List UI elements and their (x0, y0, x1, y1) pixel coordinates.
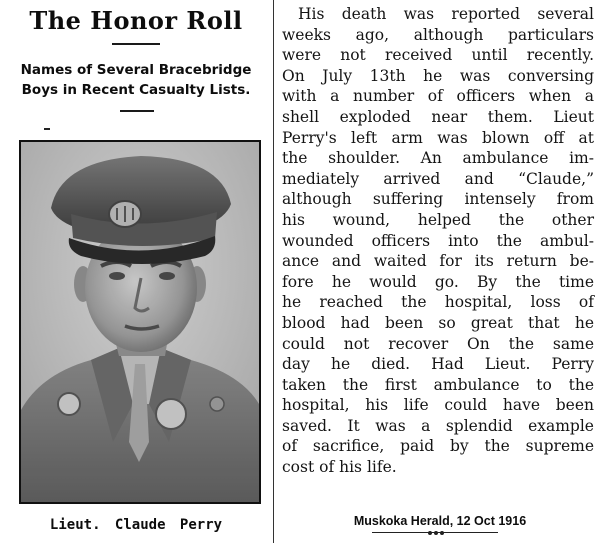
article-line: blood had been so great that he (282, 313, 594, 332)
article-line: His death was reported several (298, 5, 594, 23)
article-line: Perry's left arm was blown off at (282, 128, 594, 147)
headline-rule (112, 43, 160, 45)
subheadline-rule (120, 110, 154, 112)
article-line: taken the first ambulance to the (282, 375, 594, 394)
source-credit: Muskoka Herald, 12 Oct 1916 (353, 514, 527, 528)
subheadline-line: Boys in Recent Casualty Lists. (21, 82, 251, 98)
article-line: mediately arrived and “Claude,” (282, 169, 594, 188)
subheadline (0, 60, 272, 100)
article-line: of sacrifice, paid by the supreme (282, 437, 594, 456)
credit-ornament (434, 531, 438, 535)
article-line: his wound, helped the other (282, 210, 594, 229)
portrait-photo (19, 140, 261, 504)
article-line: although suffering intensely from (282, 190, 594, 209)
article-line: ance and waited for its return be- (282, 252, 594, 271)
article-line: he reached the hospital, loss of (282, 293, 594, 312)
article-body (282, 4, 594, 478)
article-line: On July 13th he was conversing (282, 66, 594, 85)
photo-caption: Lieut. Claude Perry (49, 517, 223, 533)
article-line: could not recover On the same (282, 334, 594, 353)
credit-ornament (428, 531, 432, 535)
article-line: saved. It was a splendid example (282, 416, 594, 435)
article-line: day he died. Had Lieut. Perry (282, 355, 594, 374)
article-line: fore he would go. By the time (282, 272, 594, 291)
article-line: weeks ago, although particulars (282, 25, 594, 44)
portrait-image (21, 142, 259, 502)
article-line: cost of his life. (282, 458, 397, 477)
article-line: wounded officers into the ambul- (282, 231, 594, 250)
article-line: shell exploded near them. Lieut (282, 107, 594, 126)
column-divider (273, 0, 274, 543)
article-column (282, 4, 594, 478)
print-mark (44, 128, 50, 130)
article-line: the shoulder. An ambulance im- (282, 149, 594, 168)
headline: The Honor Roll (29, 6, 243, 35)
article-line: with a number of officers when a (282, 87, 594, 106)
article-line: hospital, his life could have been (282, 396, 594, 415)
credit-ornament (440, 531, 444, 535)
left-column (0, 0, 272, 543)
subheadline-line: Names of Several Bracebridge (20, 62, 252, 78)
article-line: were not received until recently. (282, 46, 594, 65)
